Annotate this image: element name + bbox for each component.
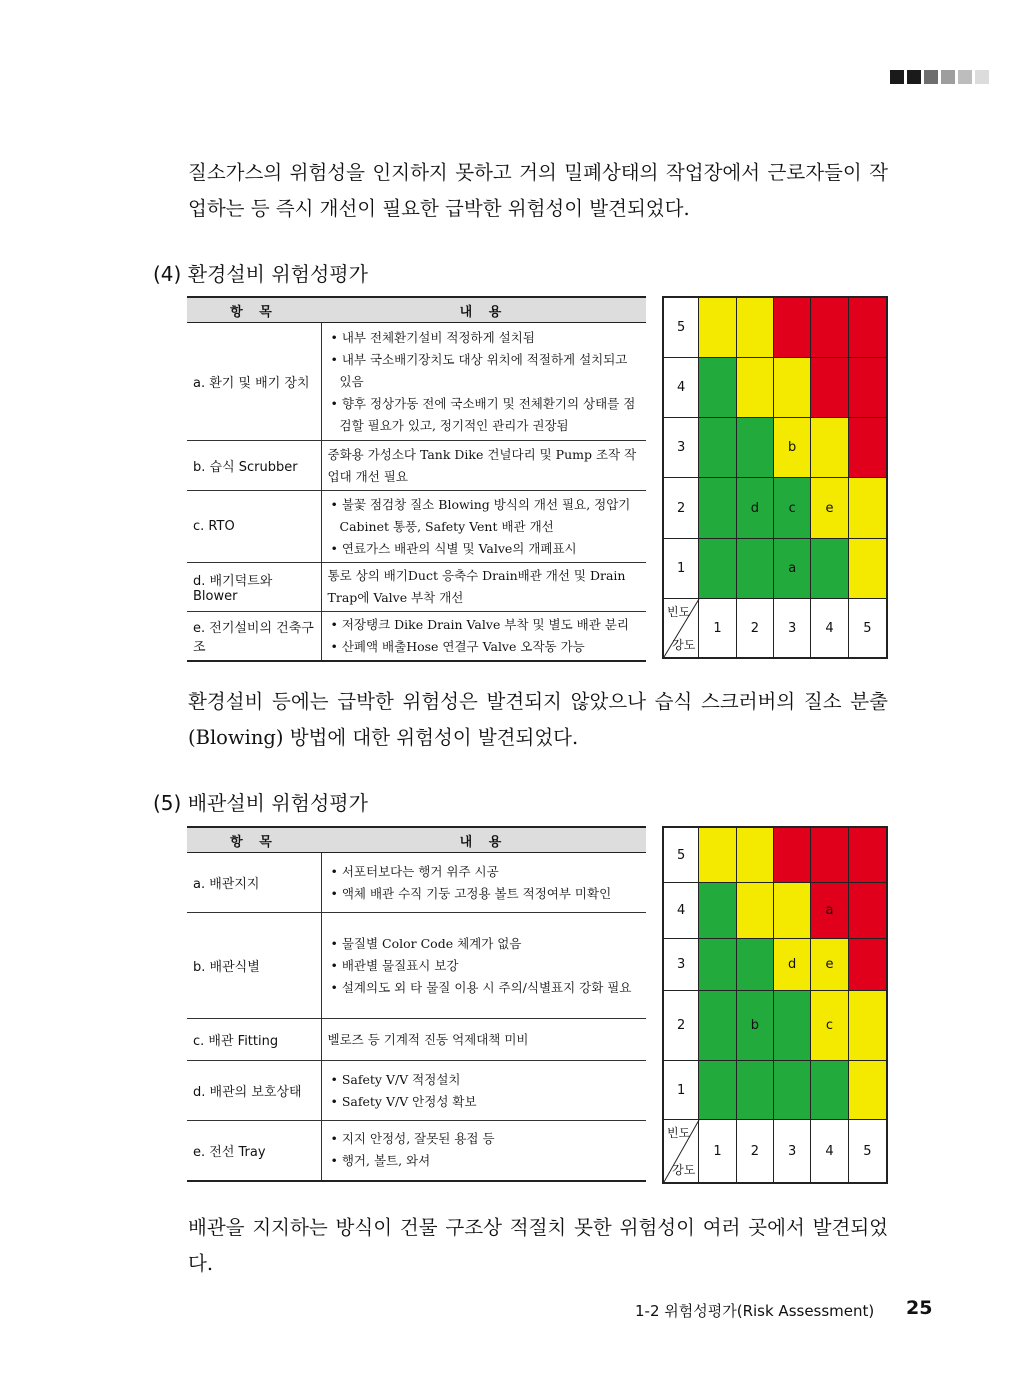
risk-cell: [737, 1061, 774, 1120]
severity-label: 4: [811, 599, 848, 657]
matrix-row: [664, 991, 886, 1061]
row-content: [321, 913, 646, 1019]
matrix-row: [664, 298, 886, 358]
risk-cell: [849, 1061, 886, 1120]
severity-label: 1: [699, 599, 736, 657]
severity-label: 3: [774, 599, 811, 657]
row-content: [321, 441, 646, 491]
risk-cell: e: [811, 478, 848, 539]
risk-cell: [849, 418, 886, 478]
axis-corner: [664, 1120, 699, 1182]
content-line: • 설계의도 외 타 물질 이용 시 주의/식별표지 강화 필요: [330, 979, 632, 995]
table-row: [187, 1121, 646, 1181]
frequency-axis-label: 빈도: [667, 1126, 691, 1140]
risk-cell: [811, 1061, 848, 1120]
row-item: c. 배관 Fitting: [187, 1019, 321, 1061]
frequency-axis-label: 빈도: [667, 605, 691, 619]
risk-cell: d: [737, 478, 774, 539]
content-line: • 불꽃 점검창 질소 Blowing 방식의 개선 필요, 정압기 Cabinet 통풍, Safety Vent 배관 개선: [330, 496, 631, 534]
row-content: [321, 1121, 646, 1181]
row-content: [321, 1061, 646, 1121]
content-line: • 배관별 물질표시 보강: [330, 957, 459, 973]
risk-matrix-environment: [662, 296, 888, 659]
severity-label: 4: [811, 1120, 848, 1182]
risk-cell: [774, 828, 811, 883]
risk-cell: [849, 991, 886, 1061]
severity-axis-row: [664, 599, 886, 657]
severity-axis-label: 강도: [672, 1163, 696, 1177]
risk-cell: [849, 358, 886, 418]
content-line: • 서포터보다는 행거 위주 시공: [330, 863, 499, 879]
table-row: [187, 1019, 646, 1061]
content-line: • 액체 배관 수직 기둥 고정용 볼트 적정여부 미확인: [330, 885, 612, 901]
frequency-label: 3: [664, 418, 699, 478]
table-row: [187, 491, 646, 563]
column-header-content: 내 용: [321, 297, 646, 323]
risk-cell: [737, 358, 774, 418]
risk-cell: [849, 298, 886, 358]
risk-cell: [849, 883, 886, 939]
decorative-squares: [890, 70, 989, 84]
risk-cell: [737, 539, 774, 599]
row-item: e. 전기설비의 건축구조: [187, 612, 321, 662]
content-line: 통로 상의 배기Duct 응축수 Drain배관 개선 및 Drain Trap에 Valve 부착 개선: [327, 568, 626, 605]
column-header-item: 항 목: [187, 827, 321, 853]
content-line: • 산폐액 배출Hose 연결구 Valve 오작동 가능: [330, 639, 585, 654]
risk-cell: [699, 883, 736, 939]
frequency-label: 3: [664, 939, 699, 991]
risk-cell: [699, 828, 736, 883]
content-line: • 내부 국소배기장치도 대상 위치에 적절하게 설치되고 있음: [330, 351, 628, 389]
decor-square: [975, 70, 989, 84]
row-content: [321, 323, 646, 441]
risk-matrix-piping: [662, 826, 888, 1184]
risk-cell: [699, 358, 736, 418]
content-line: 중화용 가성소다 Tank Dike 건널다리 및 Pump 조작 작업대 개선 필요: [327, 446, 637, 484]
content-line: • 행거, 볼트, 와셔: [330, 1153, 431, 1169]
environment-equipment-table: [187, 296, 646, 662]
risk-cell: [699, 478, 736, 539]
severity-label: 5: [849, 1120, 886, 1182]
row-item: d. 배기덕트와 Blower: [187, 563, 321, 612]
content-line: • Safety V/V 안정성 확보: [330, 1093, 477, 1109]
intro-paragraph: 질소가스의 위험성을 인지하지 못하고 거의 밀폐상태의 작업장에서 근로자들이 작업하는 등 즉시 개선이 필요한 급박한 위험성이 발견되었다.: [188, 161, 888, 220]
risk-cell: c: [811, 991, 848, 1061]
risk-cell: [774, 298, 811, 358]
risk-cell: [737, 298, 774, 358]
risk-cell: [699, 298, 736, 358]
severity-label: 1: [699, 1120, 736, 1182]
risk-cell: c: [774, 478, 811, 539]
risk-cell: [737, 828, 774, 883]
risk-cell: [699, 1061, 736, 1120]
row-item: c. RTO: [187, 491, 321, 563]
section5-summary: 배관을 지지하는 방식이 건물 구조상 적절치 못한 위험성이 여러 곳에서 발견되었다.: [188, 1216, 888, 1275]
risk-cell: e: [811, 939, 848, 991]
table-row: [187, 913, 646, 1019]
axis-corner: [664, 599, 699, 657]
row-item: b. 배관식별: [187, 913, 321, 1019]
severity-label: 3: [774, 1120, 811, 1182]
severity-axis-row: [664, 1120, 886, 1182]
risk-cell: a: [774, 539, 811, 599]
risk-cell: [849, 828, 886, 883]
risk-cell: [699, 418, 736, 478]
table-row: [187, 612, 646, 662]
severity-label: 2: [737, 599, 774, 657]
page-number: 25: [906, 1297, 933, 1319]
matrix-row: [664, 1061, 886, 1120]
matrix-row: [664, 358, 886, 418]
risk-cell: [811, 298, 848, 358]
matrix-row: [664, 883, 886, 939]
table-row: [187, 1061, 646, 1121]
risk-cell: [811, 418, 848, 478]
section4-heading: (4) 환경설비 위험성평가: [153, 262, 368, 286]
row-content: [321, 1019, 646, 1061]
row-content: [321, 612, 646, 662]
content-line: 벨로즈 등 기계적 진동 억제대책 미비: [327, 1031, 529, 1047]
frequency-label: 4: [664, 358, 699, 418]
risk-cell: [774, 358, 811, 418]
row-item: d. 배관의 보호상태: [187, 1061, 321, 1121]
content-line: • 물질별 Color Code 체계가 없음: [330, 935, 522, 951]
section4-summary: 환경설비 등에는 급박한 위험성은 발견되지 않았으나 습식 스크러버의 질소 분출(Blowing) 방법에 대한 위험성이 발견되었다.: [188, 690, 888, 749]
column-header-content: 내 용: [321, 827, 646, 853]
risk-cell: [849, 478, 886, 539]
table-row: [187, 563, 646, 612]
piping-equipment-table: [187, 826, 646, 1182]
content-line: • 저장탱크 Dike Drain Valve 부착 및 별도 배관 분리: [330, 617, 629, 632]
content-line: • 내부 전체환기설비 적정하게 설치됨: [330, 329, 535, 345]
risk-cell: [774, 991, 811, 1061]
risk-cell: d: [774, 939, 811, 991]
severity-label: 5: [849, 599, 886, 657]
row-item: a. 환기 및 배기 장치: [187, 323, 321, 441]
frequency-label: 1: [664, 539, 699, 599]
decor-square: [941, 70, 955, 84]
section5-heading: (5) 배관설비 위험성평가: [153, 791, 368, 815]
table-row: [187, 853, 646, 913]
risk-cell: b: [737, 991, 774, 1061]
risk-cell: [774, 883, 811, 939]
content-line: • Safety V/V 적정설치: [330, 1071, 461, 1087]
risk-cell: [699, 539, 736, 599]
content-line: • 향후 정상가동 전에 국소배기 및 전체환기의 상태를 점검할 필요가 있고, 정기적인 관리가 권장됨: [330, 395, 636, 433]
severity-axis-label: 강도: [672, 638, 696, 652]
row-content: [321, 491, 646, 563]
content-line: • 지지 안정성, 잘못된 용접 등: [330, 1131, 495, 1147]
risk-cell: [811, 358, 848, 418]
risk-cell: [737, 418, 774, 478]
table-row: [187, 323, 646, 441]
content-line: • 연료가스 배관의 식별 및 Valve의 개폐표시: [330, 540, 577, 556]
severity-label: 2: [737, 1120, 774, 1182]
row-item: e. 전선 Tray: [187, 1121, 321, 1181]
row-content: [321, 563, 646, 612]
matrix-row: [664, 478, 886, 539]
frequency-label: 2: [664, 991, 699, 1061]
risk-cell: [699, 991, 736, 1061]
row-item: b. 습식 Scrubber: [187, 441, 321, 491]
matrix-row: [664, 418, 886, 478]
risk-cell: [811, 828, 848, 883]
frequency-label: 5: [664, 828, 699, 883]
row-item: a. 배관지지: [187, 853, 321, 913]
matrix-row: [664, 828, 886, 883]
risk-cell: [849, 539, 886, 599]
running-title: 1-2 위험성평가(Risk Assessment): [635, 1302, 875, 1320]
decor-square: [907, 70, 921, 84]
decor-square: [958, 70, 972, 84]
risk-cell: [737, 883, 774, 939]
decor-square: [890, 70, 904, 84]
frequency-label: 4: [664, 883, 699, 939]
column-header-item: 항 목: [187, 297, 321, 323]
risk-cell: [774, 1061, 811, 1120]
risk-cell: b: [774, 418, 811, 478]
frequency-label: 5: [664, 298, 699, 358]
row-content: [321, 853, 646, 913]
matrix-row: [664, 939, 886, 991]
frequency-label: 1: [664, 1061, 699, 1120]
risk-cell: [737, 939, 774, 991]
table-row: [187, 441, 646, 491]
risk-cell: [699, 939, 736, 991]
risk-cell: a: [811, 883, 848, 939]
decor-square: [924, 70, 938, 84]
frequency-label: 2: [664, 478, 699, 539]
matrix-row: [664, 539, 886, 599]
risk-cell: [849, 939, 886, 991]
risk-cell: [811, 539, 848, 599]
